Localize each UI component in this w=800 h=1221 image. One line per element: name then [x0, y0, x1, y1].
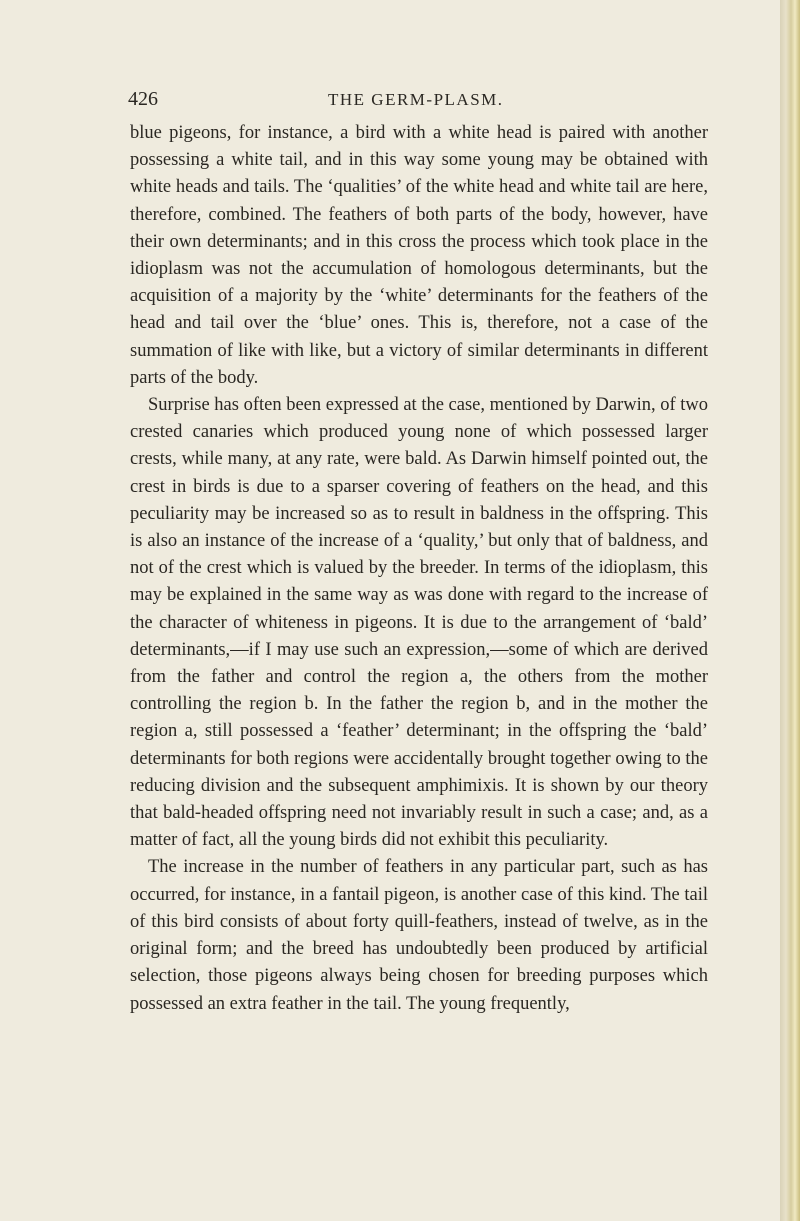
body-text	[130, 120, 708, 1018]
paragraph: The increase in the number of feathers in any particular part, such as has occurred, for instance, in a fantail pigeon, is another case of this kind. The tail of this bird consists of about forty quill-feathers, instead of twelve, as in the original form; and the breed has undoubtedly been produced by artificial selection, those pigeons always being chosen for breeding purposes which possessed an extra feather in the tail. The young frequently,	[130, 857, 708, 1014]
paragraph: Surprise has often been expressed at the case, mentioned by Darwin, of two crested canaries which produced young none of which possessed larger crests, while many, at any rate, were bald. As Darwin himself pointed out, the crest in birds is due to a sparser covering of feathers on the head, and this peculiarity may be increased so as to result in baldness in the offspring. This is also an instance of the increase of a ‘quality,’ but only that of baldness, and not of the crest which is valued by the breeder. In terms of the idioplasm, this may be explained in the same way as was done with regard to the increase of the character of whiteness in pigeons. It is due to the arrangement of ‘bald’ determinants,—if I may use such an expression,—some of which are derived from the father and control the region a, the others from the mother controlling the region b. In the father the region b, and in the mother the region a, still possessed a ‘feather’ determinant; in the offspring the ‘bald’ determinants for both regions were accidentally brought together owing to the reducing division and the subsequent amphimixis. It is shown by our theory that bald-headed offspring need not invariably result in such a case; and, as a matter of fact, all the young birds did not exhibit this peculiarity.	[130, 395, 708, 851]
page-number: 426	[128, 88, 158, 110]
paragraph: blue pigeons, for instance, a bird with a white head is paired with another possessing a white tail, and in this way some young may be obtained with white heads and tails. The ‘qualities’ of the white head and white tail are here, therefore, combined. The feathers of both parts of the body, however, have their own determinants; and in this cross the process which took place in the idioplasm was not the accumulation of homologous determinants, but the acquisition of a majority by the ‘white’ determinants for the feathers of the head and tail over the ‘blue’ ones. This is, therefore, not a case of the summation of like with like, but a victory of similar determinants in different parts of the body.	[130, 123, 708, 388]
page-header	[128, 88, 708, 110]
running-head: THE GERM-PLASM.	[328, 90, 504, 109]
page-edge	[780, 0, 800, 1221]
